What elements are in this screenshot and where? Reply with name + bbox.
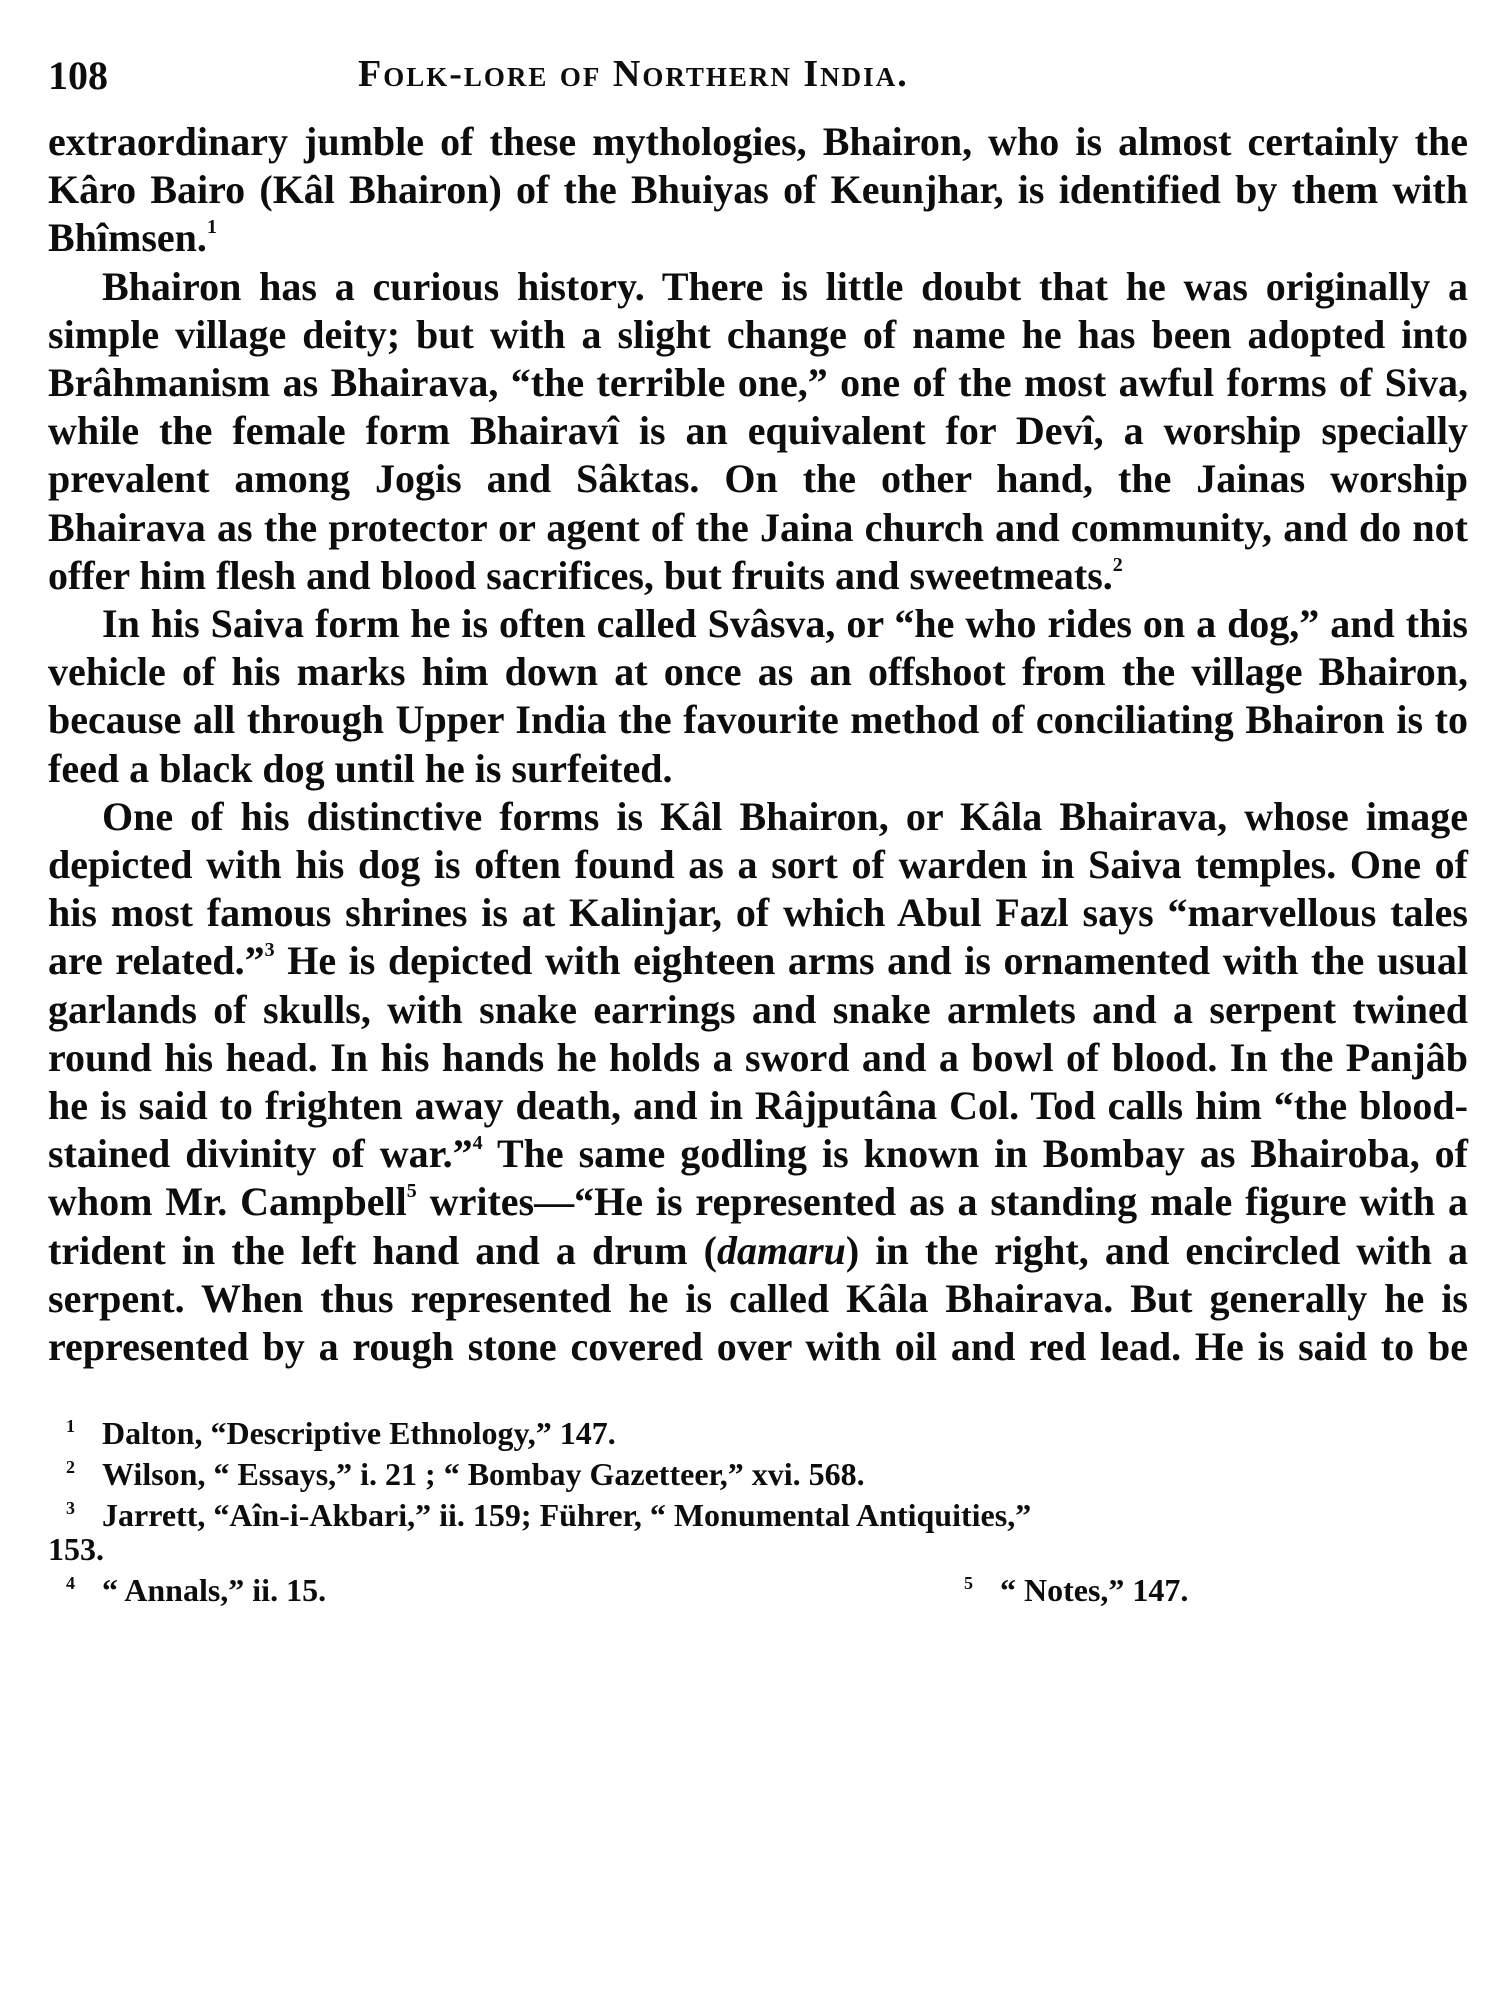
footnote-ref-5: 5 [406, 1180, 417, 1203]
footnote-mark: 5 [964, 1573, 973, 1594]
footnote-mark: 1 [66, 1416, 75, 1437]
running-head [48, 40, 1468, 104]
paragraph-2 [48, 263, 1468, 600]
footnote-ref-3: 3 [264, 939, 275, 962]
footnote-text: “ Annals,” ii. 15. [102, 1572, 327, 1609]
footnote-row [66, 1566, 1468, 1609]
page-number: 108 [48, 53, 108, 98]
running-title: Folk-lore of Northern India. [358, 53, 909, 95]
footnote-3-continuation [48, 1531, 1468, 1568]
footnotes [48, 1409, 1468, 1609]
footnote-text: “ Notes,” 147. [1000, 1572, 1189, 1609]
italic-term: damaru [716, 1227, 846, 1273]
paragraph-4-text-c: The same godling is known in Bombay as Bhairoba, of whom Mr. Campbell [48, 1131, 1469, 1225]
footnote-text: Jarrett, “Aîn-i-Akbari,” ii. 159; Führer, “ Monumental Antiquities,” [102, 1497, 1032, 1534]
paragraph-4-text-a: One of his distinctive forms is Kâl Bhairon, or Kâla Bhairava, whose image depicted with his dog is often found as a sort of warden in Saiva temples. One of his most famous shrines is at Kalinjar, of which Abul Fazl says “marvellous tales are related.” [48, 793, 1468, 984]
paragraph-4-text-d: writes—“He is represented as a standing male figure with a trident in the left hand and a drum ( [48, 1179, 1468, 1273]
paragraph-4-text-e: ) in the right, and encircled with a serpent. When thus represented he is called Kâla Bhairava. But generally he is represented by a rough stone covered over with oil and red lead. He is said to be [48, 1227, 1468, 1370]
book-page [48, 40, 1469, 1609]
footnote-ref-4: 4 [472, 1132, 483, 1155]
footnote-mark: 2 [66, 1457, 75, 1478]
paragraph-1-text: extraordinary jumble of these mythologies, Bhairon, who is almost certainly the Kâro Bairo (Kâl Bhairon) of the Bhuiyas of Keunjhar, is identified by them with Bhîmsen. [48, 119, 1468, 261]
paragraph-4-text-b: He is depicted with eighteen arms and is ornamented with the usual garlands of skulls, with snake earrings and snake armlets and a serpent twined round his head. In his hands he holds a sword and a bowl of blood. In the Panjâb he is said to frighten away death, and in Râjputâna Col. Tod calls him “the blood-stained divinity of war.” [48, 938, 1468, 1177]
footnote-4 [66, 1566, 326, 1607]
paragraph-3-text: In his Saiva form he is often called Svâsva, or “he who rides on a dog,” and this vehicle of his marks him down at once as an offshoot from the village Bhairon, because all through Upper India the favourite method of conciliating Bhairon is to feed a black dog until he is surfeited. [48, 601, 1468, 791]
footnote-ref-1: 1 [206, 216, 217, 239]
body-text [48, 118, 1468, 1371]
footnote-text: Wilson, “ Essays,” i. 21 ; “ Bombay Gazetteer,” xvi. 568. [102, 1456, 865, 1493]
paragraph-4 [48, 793, 1468, 1371]
footnote-ref-2: 2 [1112, 553, 1123, 576]
paragraph-1 [48, 118, 1468, 263]
paragraph-3 [48, 600, 1468, 793]
footnote-text: Dalton, “Descriptive Ethnology,” 147. [102, 1415, 616, 1452]
footnote-5 [964, 1566, 1188, 1607]
footnote-3 [66, 1491, 1468, 1532]
footnote-text: 153. [48, 1531, 104, 1568]
footnote-1 [66, 1409, 1468, 1450]
paragraph-2-text: Bhairon has a curious history. There is little doubt that he was originally a simple village deity; but with a slight change of name he has been adopted into Brâhmanism as Bhairava, “the terrible one,” one of the most awful forms of Siva, while the female form Bhairavî is an equivalent for Devî, a worship specially prevalent among Jogis and Sâktas. On the other hand, the Jainas worship Bhairava as the protector or agent of the Jaina church and community, and do not offer him flesh and blood sacrifices, but fruits and sweetmeats. [48, 263, 1468, 598]
footnote-2 [66, 1450, 1468, 1491]
footnote-mark: 3 [66, 1498, 75, 1519]
footnote-mark: 4 [66, 1573, 75, 1594]
